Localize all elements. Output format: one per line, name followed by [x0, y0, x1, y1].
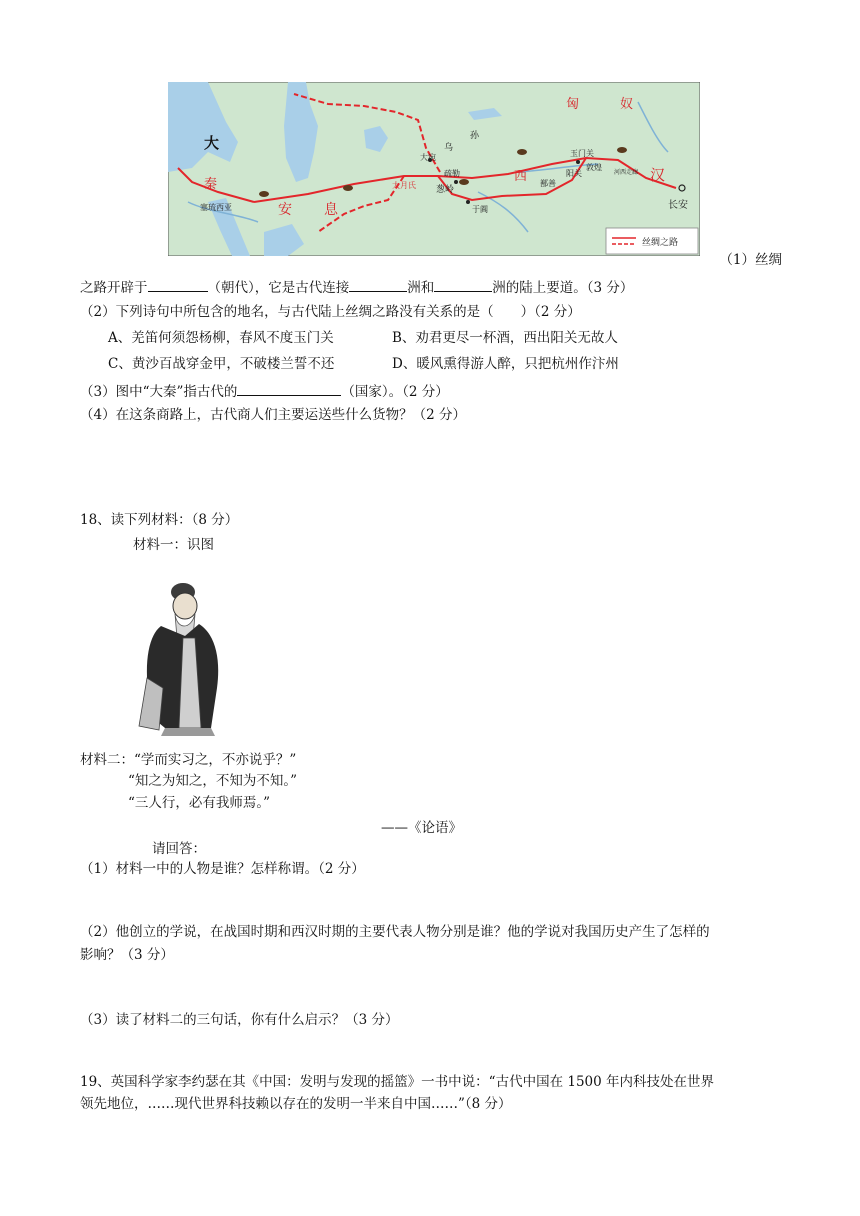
map-label-wusun-1: 乌 [444, 143, 454, 153]
answer-blank-continent-2[interactable] [434, 277, 492, 292]
q18-prompt: 请回答： [152, 841, 206, 857]
q18-quote2: “知之为知之，不知为不知。” [128, 773, 298, 789]
map-label-qin: 秦 [204, 177, 218, 192]
map-label-xiongnu-1: 匈 [566, 97, 580, 112]
q17-part1-b: （朝代），它是古代连接 [207, 280, 350, 296]
q17-part3 [80, 381, 449, 401]
q17-part4: （4）在这条商路上，古代商人们主要运送些什么货物？（2 分） [80, 407, 466, 423]
q18-material1: 材料一：识图 [133, 537, 214, 553]
map-label-shanshan: 鄯善 [540, 179, 556, 188]
map-label-an: 安 [278, 202, 292, 218]
q17-part3-b: （国家）。（2 分） [341, 384, 449, 400]
q17-option-b: B、劝君更尽一杯酒，西出阳关无故人 [392, 330, 618, 346]
confucius-portrait [125, 578, 230, 738]
map-label-yangguan: 阳关 [566, 169, 582, 178]
map-label-dawan: 大宛 [420, 153, 436, 162]
q17-part3-a: （3）图中“大秦”指古代的 [80, 384, 238, 400]
map-label-yutian: 于阗 [472, 205, 488, 214]
q17-part1-d: 洲的陆上要道。（3 分） [492, 280, 634, 296]
q17-part1-line [80, 277, 633, 297]
q18-sub3: （3）读了材料二的三句话，你有什么启示？（3 分） [80, 1012, 399, 1028]
map-label-xi-region: 西 [514, 169, 528, 184]
map-label-changan: 长安 [668, 200, 688, 211]
map-label-hexi: 河西走廊 [614, 169, 639, 176]
q18-material2-line1 [80, 751, 296, 769]
map-label-da: 大 [204, 134, 220, 152]
q19-line1: 19、英国科学家李约瑟在其《中国：发明与发现的摇篮》一书中说：“古代中国在 1500 年内科技处在世界 [80, 1074, 715, 1090]
q18-source: ——《论语》 [381, 820, 462, 836]
q17-part2-stem: （2）下列诗句中所包含的地名，与古代陆上丝绸之路没有关系的是（ ）（2 分） [80, 304, 581, 320]
q19-line2: 领先地位，……现代世界科技赖以存在的发明一半来自中国……”（8 分） [80, 1096, 512, 1112]
q18-quote1: “学而实习之，不亦说乎？” [134, 752, 297, 768]
map-label-dayuezhi: 大月氏 [392, 181, 416, 190]
silk-road-map [168, 82, 700, 256]
answer-blank-country[interactable] [237, 381, 341, 396]
q17-option-c: C、黄沙百战穿金甲，不破楼兰誓不还 [108, 356, 335, 372]
q17-part1-c: 洲和 [407, 280, 435, 296]
legend-label: 丝绸之路 [642, 238, 679, 248]
q17-option-a: A、羌笛何须怨杨柳，春风不度玉门关 [108, 330, 334, 346]
q17-part1-a: 之路开辟于 [80, 280, 148, 296]
answer-blank-dynasty[interactable] [148, 277, 208, 292]
q17-option-d: D、暖风熏得游人醉，只把杭州作汴州 [392, 356, 619, 372]
q17-part1-start: （1）丝绸 [719, 252, 782, 268]
map-legend [606, 228, 698, 254]
q18-title: 18、读下列材料：（8 分） [80, 512, 239, 528]
q18-sub1: （1）材料一中的人物是谁？怎样称谓。（2 分） [80, 861, 365, 877]
map-label-shule: 疏勒 [444, 169, 460, 178]
map-label-yumenguan: 玉门关 [570, 149, 594, 158]
map-label-han: 汉 [650, 166, 666, 184]
map-label-congling: 葱岭 [436, 185, 455, 195]
q18-sub2-line2: 影响？（3 分） [80, 947, 174, 963]
map-label-dunhuang: 敦煌 [586, 163, 602, 172]
map-label-xi-parthia: 息 [324, 202, 338, 218]
q18-sub2-line1: （2）他创立的学说，在战国时期和西汉时期的主要代表人物分别是谁？他的学说对我国历史产生了怎样的 [80, 924, 710, 940]
map-label-wusun-2: 孙 [470, 131, 480, 141]
map-label-seleucia: 塞琉西亚 [200, 203, 232, 212]
q18-quote3: “三人行，必有我师焉。” [128, 795, 271, 811]
answer-blank-continent-1[interactable] [349, 277, 407, 292]
map-label-xiongnu-2: 奴 [620, 97, 634, 112]
q18-material2-label: 材料二： [80, 752, 134, 768]
